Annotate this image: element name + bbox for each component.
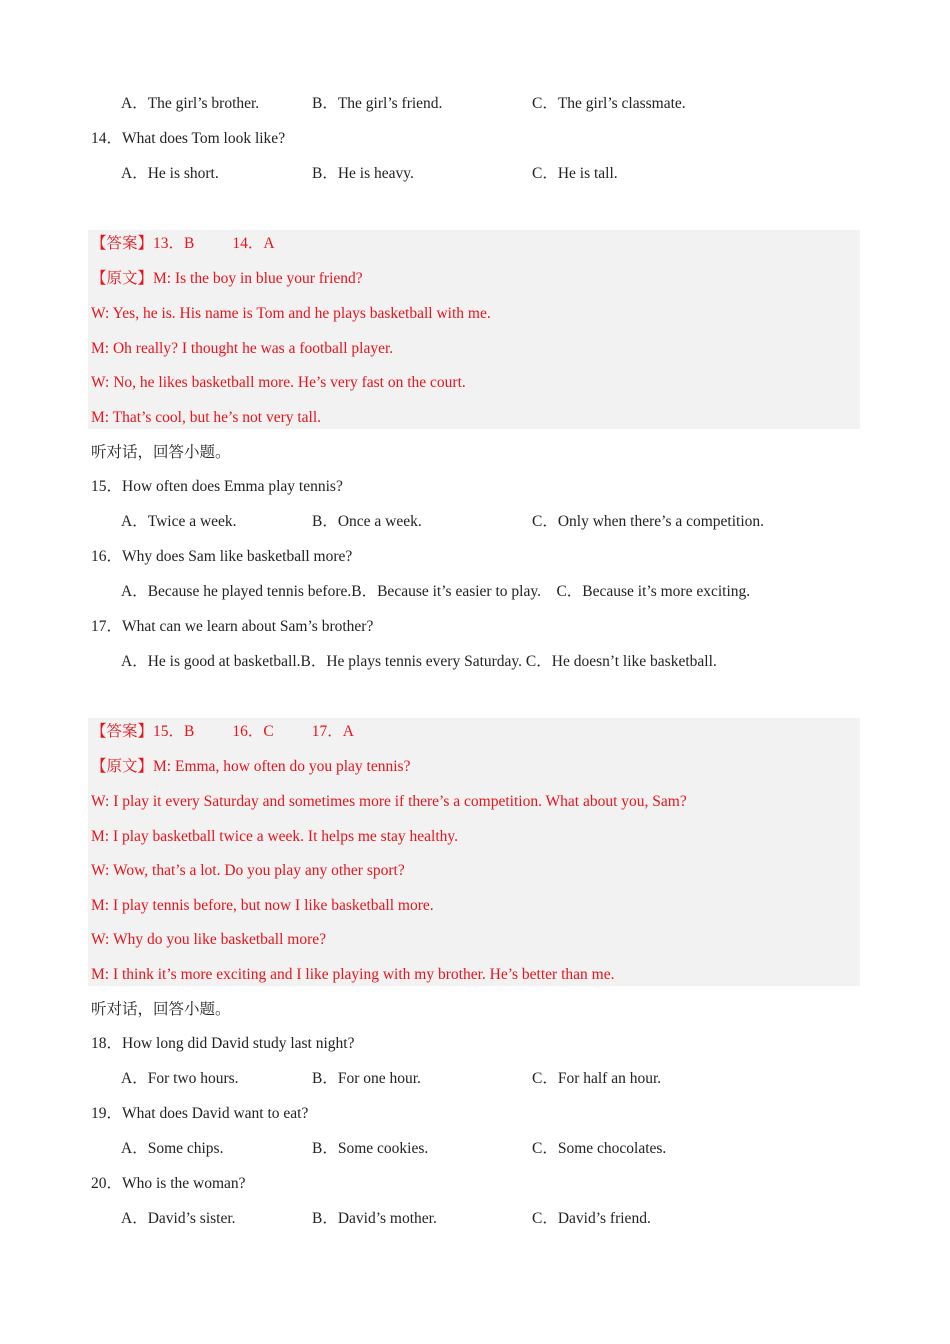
q19-option-b: B．Some cookies. — [312, 1140, 429, 1157]
q20-option-a: A．David’s sister. — [121, 1210, 236, 1227]
q15-option-a: A．Twice a week. — [121, 513, 237, 530]
q19-option-c: C．Some chocolates. — [532, 1140, 667, 1157]
q13-option-c: C．The girl’s classmate. — [532, 95, 686, 112]
answer-16: 16．C — [232, 723, 274, 740]
answer-key-1 — [91, 234, 275, 254]
script-line: W: Why do you like basketball more? — [91, 931, 327, 948]
script-line: W: I play it every Saturday and sometimes more if there’s a competition. What about you, Sam? — [91, 793, 687, 810]
q20-option-b: B．David’s mother. — [312, 1210, 437, 1227]
answer-14: 14．A — [232, 235, 275, 252]
script-label: 【原文】 — [91, 758, 154, 775]
q19-option-a: A．Some chips. — [121, 1140, 224, 1157]
script-line: W: Wow, that’s a lot. Do you play any other sport? — [91, 862, 405, 879]
q14-option-a: A．He is short. — [121, 165, 219, 182]
q14-option-c: C．He is tall. — [532, 165, 618, 182]
q18-stem: 18．How long did David study last night? — [91, 1035, 355, 1052]
q15-stem: 15．How often does Emma play tennis? — [91, 478, 343, 495]
q16-stem: 16．Why does Sam like basketball more? — [91, 548, 353, 565]
q18-option-b: B．For one hour. — [312, 1070, 421, 1087]
script-line: M: Oh really? I thought he was a football player. — [91, 340, 394, 357]
q17-stem: 17．What can we learn about Sam’s brother? — [91, 618, 374, 635]
q17-options: A．He is good at basketball.B．He plays tennis every Saturday. C．He doesn’t like basketball. — [121, 653, 717, 670]
q15-option-b: B．Once a week. — [312, 513, 422, 530]
answer-13: 13．B — [153, 235, 195, 252]
q14-stem: 14．What does Tom look like? — [91, 130, 286, 147]
q15-option-c: C．Only when there’s a competition. — [532, 513, 765, 530]
script-line: 【原文】M: Is the boy in blue your friend? — [91, 270, 363, 287]
q19-stem: 19．What does David want to eat? — [91, 1105, 309, 1122]
answer-17: 17．A — [311, 723, 354, 740]
script-line: M: I think it’s more exciting and I like playing with my brother. He’s better than me. — [91, 966, 615, 983]
script-line: M: I play tennis before, but now I like basketball more. — [91, 897, 434, 914]
answer-key-label: 【答案】 — [91, 235, 154, 252]
q14-option-b: B．He is heavy. — [312, 165, 414, 182]
script-line: W: Yes, he is. His name is Tom and he plays basketball with me. — [91, 305, 491, 322]
q20-stem: 20．Who is the woman? — [91, 1175, 246, 1192]
instruction: 听对话，回答小题。 — [91, 444, 231, 461]
q13-option-b: B．The girl’s friend. — [312, 95, 443, 112]
answer-key-2 — [91, 722, 354, 742]
answer-15: 15．B — [153, 723, 195, 740]
q20-option-c: C．David’s friend. — [532, 1210, 651, 1227]
answer-key-label: 【答案】 — [91, 723, 154, 740]
answer-box-1 — [88, 230, 860, 429]
q13-option-a: A．The girl’s brother. — [121, 95, 260, 112]
script-line: M: That’s cool, but he’s not very tall. — [91, 409, 322, 426]
q16-options: A．Because he played tennis before.B．Because it’s easier to play. C．Because it’s more exciting. — [121, 583, 751, 600]
instruction: 听对话，回答小题。 — [91, 1001, 231, 1018]
script-label: 【原文】 — [91, 270, 154, 287]
q18-option-c: C．For half an hour. — [532, 1070, 662, 1087]
script-line: W: No, he likes basketball more. He’s very fast on the court. — [91, 374, 466, 391]
script-line: 【原文】M: Emma, how often do you play tennis? — [91, 758, 411, 775]
q18-option-a: A．For two hours. — [121, 1070, 239, 1087]
script-line: M: I play basketball twice a week. It helps me stay healthy. — [91, 828, 459, 845]
